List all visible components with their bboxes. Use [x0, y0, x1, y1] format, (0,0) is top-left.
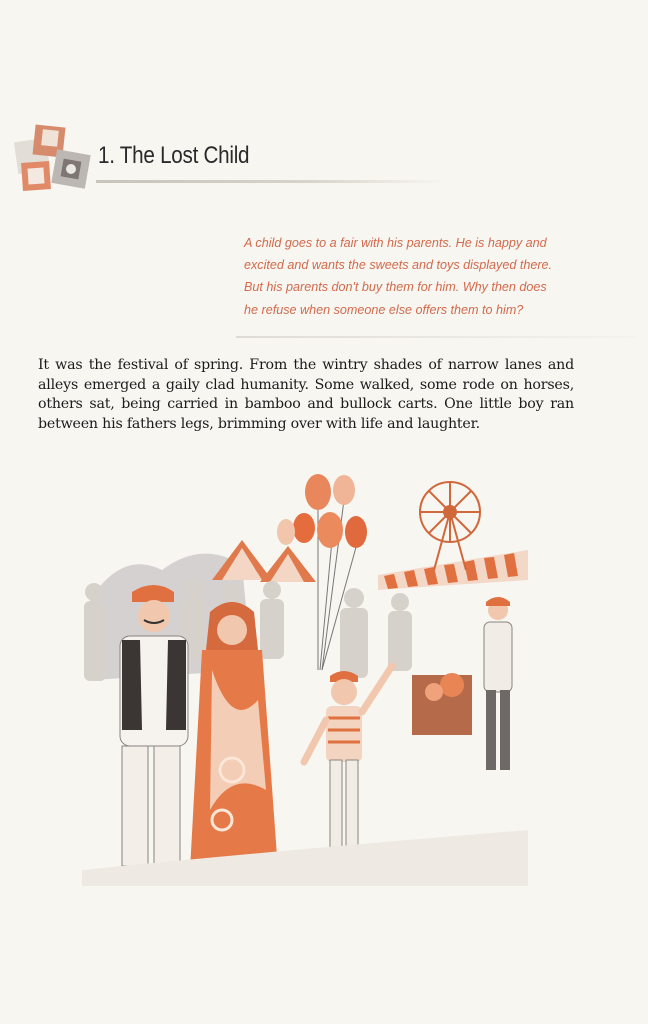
story-paragraph: It was the festival of spring. From the wintry shades of narrow lanes and alleys emerged a gaily clad humanity. Some walked, some rode on horses, others sat, being carried in bamboo and bullock carts. One little boy ran between his fathers legs, brimming over with life and laughter.: [38, 357, 574, 433]
fair-illustration: [82, 470, 528, 886]
title-underline: [96, 180, 446, 183]
intro-divider: [236, 336, 636, 338]
chapter-intro: A child goes to a fair with his parents. He is happy and excited and wants the sweets and toys displayed there. But his parents don't buy them for him. Why then does he refuse when someone else offers them to him?: [244, 236, 553, 317]
chapter-title: 1. The Lost Child: [98, 142, 250, 169]
chapter-emblem-icon: [12, 118, 98, 198]
